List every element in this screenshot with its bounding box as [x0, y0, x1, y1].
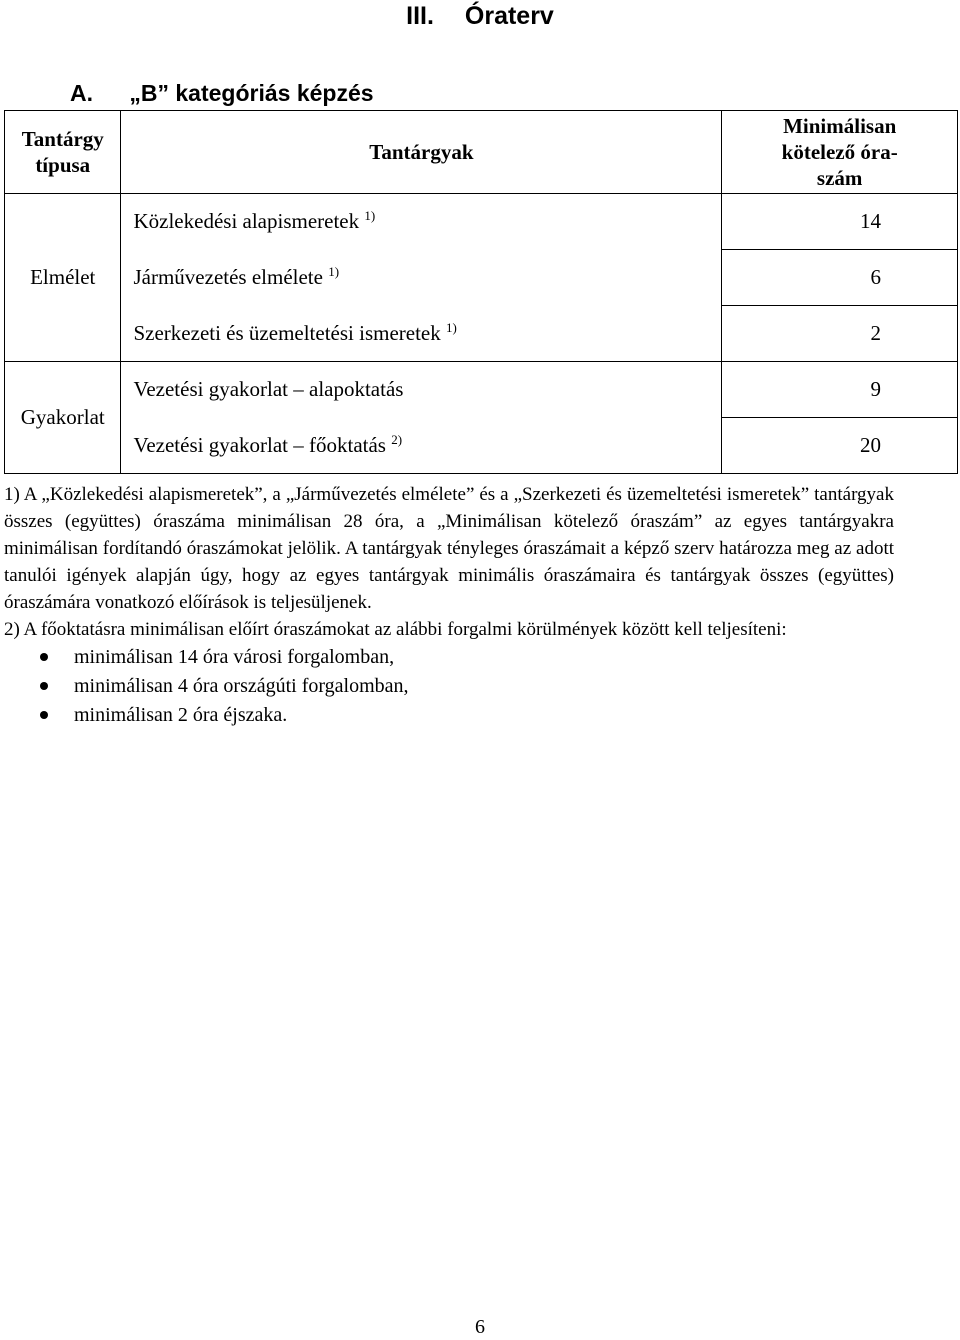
section-text: „B” kategóriás képzés	[129, 80, 374, 106]
list-item-text: minimálisan 4 óra országúti forgalomban,	[74, 675, 409, 697]
list-item-text: minimálisan 14 óra városi forgalomban,	[74, 646, 395, 668]
subject-cell	[121, 250, 722, 306]
header-hours-line1: Minimálisan	[783, 114, 897, 138]
hours-table	[4, 110, 958, 474]
type-cell-elmelet: Elmélet	[5, 194, 121, 362]
bullet-icon	[40, 653, 48, 661]
subject-cell	[121, 362, 722, 418]
footnote-2: 2) A főoktatásra minimálisan előírt óraszámokat az alábbi forgalmi körülmények között kell teljesíteni:	[4, 619, 787, 640]
header-hours-line2: kötelező óra-	[781, 140, 898, 164]
table-row	[5, 362, 958, 418]
subject-cell	[121, 194, 722, 250]
title-number: III.	[406, 2, 434, 30]
footnotes	[4, 481, 894, 730]
subject-name: Szerkezeti és üzemeltetési ismeretek	[133, 320, 441, 345]
subject-name: Vezetési gyakorlat – főoktatás	[133, 432, 386, 457]
header-hours-line3: szám	[816, 166, 863, 190]
document-title	[0, 2, 960, 31]
subject-name: Közlekedési alapismeretek	[133, 209, 360, 234]
header-type: Tantárgy típusa	[5, 111, 121, 194]
hours-cell: 6	[722, 250, 958, 306]
table-header-row	[5, 111, 958, 194]
hours-cell: 14	[722, 194, 958, 250]
type-cell-gyakorlat: Gyakorlat	[5, 362, 121, 474]
section-title	[70, 80, 374, 107]
bullet-icon	[40, 682, 48, 690]
hours-cell: 9	[722, 362, 958, 418]
subject-cell	[121, 418, 722, 474]
table-row	[5, 418, 958, 474]
hours-cell: 20	[722, 418, 958, 474]
footnote-marker: 1)	[364, 208, 376, 224]
title-text: Óraterv	[464, 2, 554, 30]
list-item-text: minimálisan 2 óra éjszaka.	[74, 704, 288, 726]
page-number: 6	[475, 1316, 485, 1338]
table-row	[5, 194, 958, 250]
bullet-icon	[40, 711, 48, 719]
bullet-list	[4, 643, 894, 730]
table-row	[5, 250, 958, 306]
footnote-marker: 2)	[391, 431, 403, 447]
footnote-1: 1) A „Közlekedési alapismeretek”, a „Járművezetés elmélete” és a „Szerkezeti és üzemeltetési ismeretek” tantárgyak összes (együttes) óraszáma minimálisan 28 óra, a „Minimálisan kötelező óraszám” az egyes tantárgyakra minimálisan fordítandó óraszámokat jelölik. A tantárgyak tényleges óraszámait a képző szerv határozza meg az adott tanulói igények alapján úgy, hogy az egyes tantárgyak minimális óraszámaira és tantárgyak összes (együttes) óraszámára vonatkozó előírások is teljesüljenek.	[4, 484, 894, 613]
footnote-marker: 1)	[446, 319, 457, 335]
header-hours	[722, 111, 958, 194]
footnote-marker: 1)	[328, 264, 340, 279]
section-letter: A.	[70, 80, 93, 106]
header-subjects: Tantárgyak	[121, 111, 722, 194]
list-item	[4, 672, 894, 701]
hours-cell: 2	[722, 306, 958, 362]
subject-name: Járművezetés elmélete	[133, 265, 323, 289]
list-item	[4, 701, 894, 730]
subject-cell	[121, 306, 722, 362]
table-row	[5, 306, 958, 362]
subject-name: Vezetési gyakorlat – alapoktatás	[133, 377, 404, 402]
list-item	[4, 643, 894, 672]
